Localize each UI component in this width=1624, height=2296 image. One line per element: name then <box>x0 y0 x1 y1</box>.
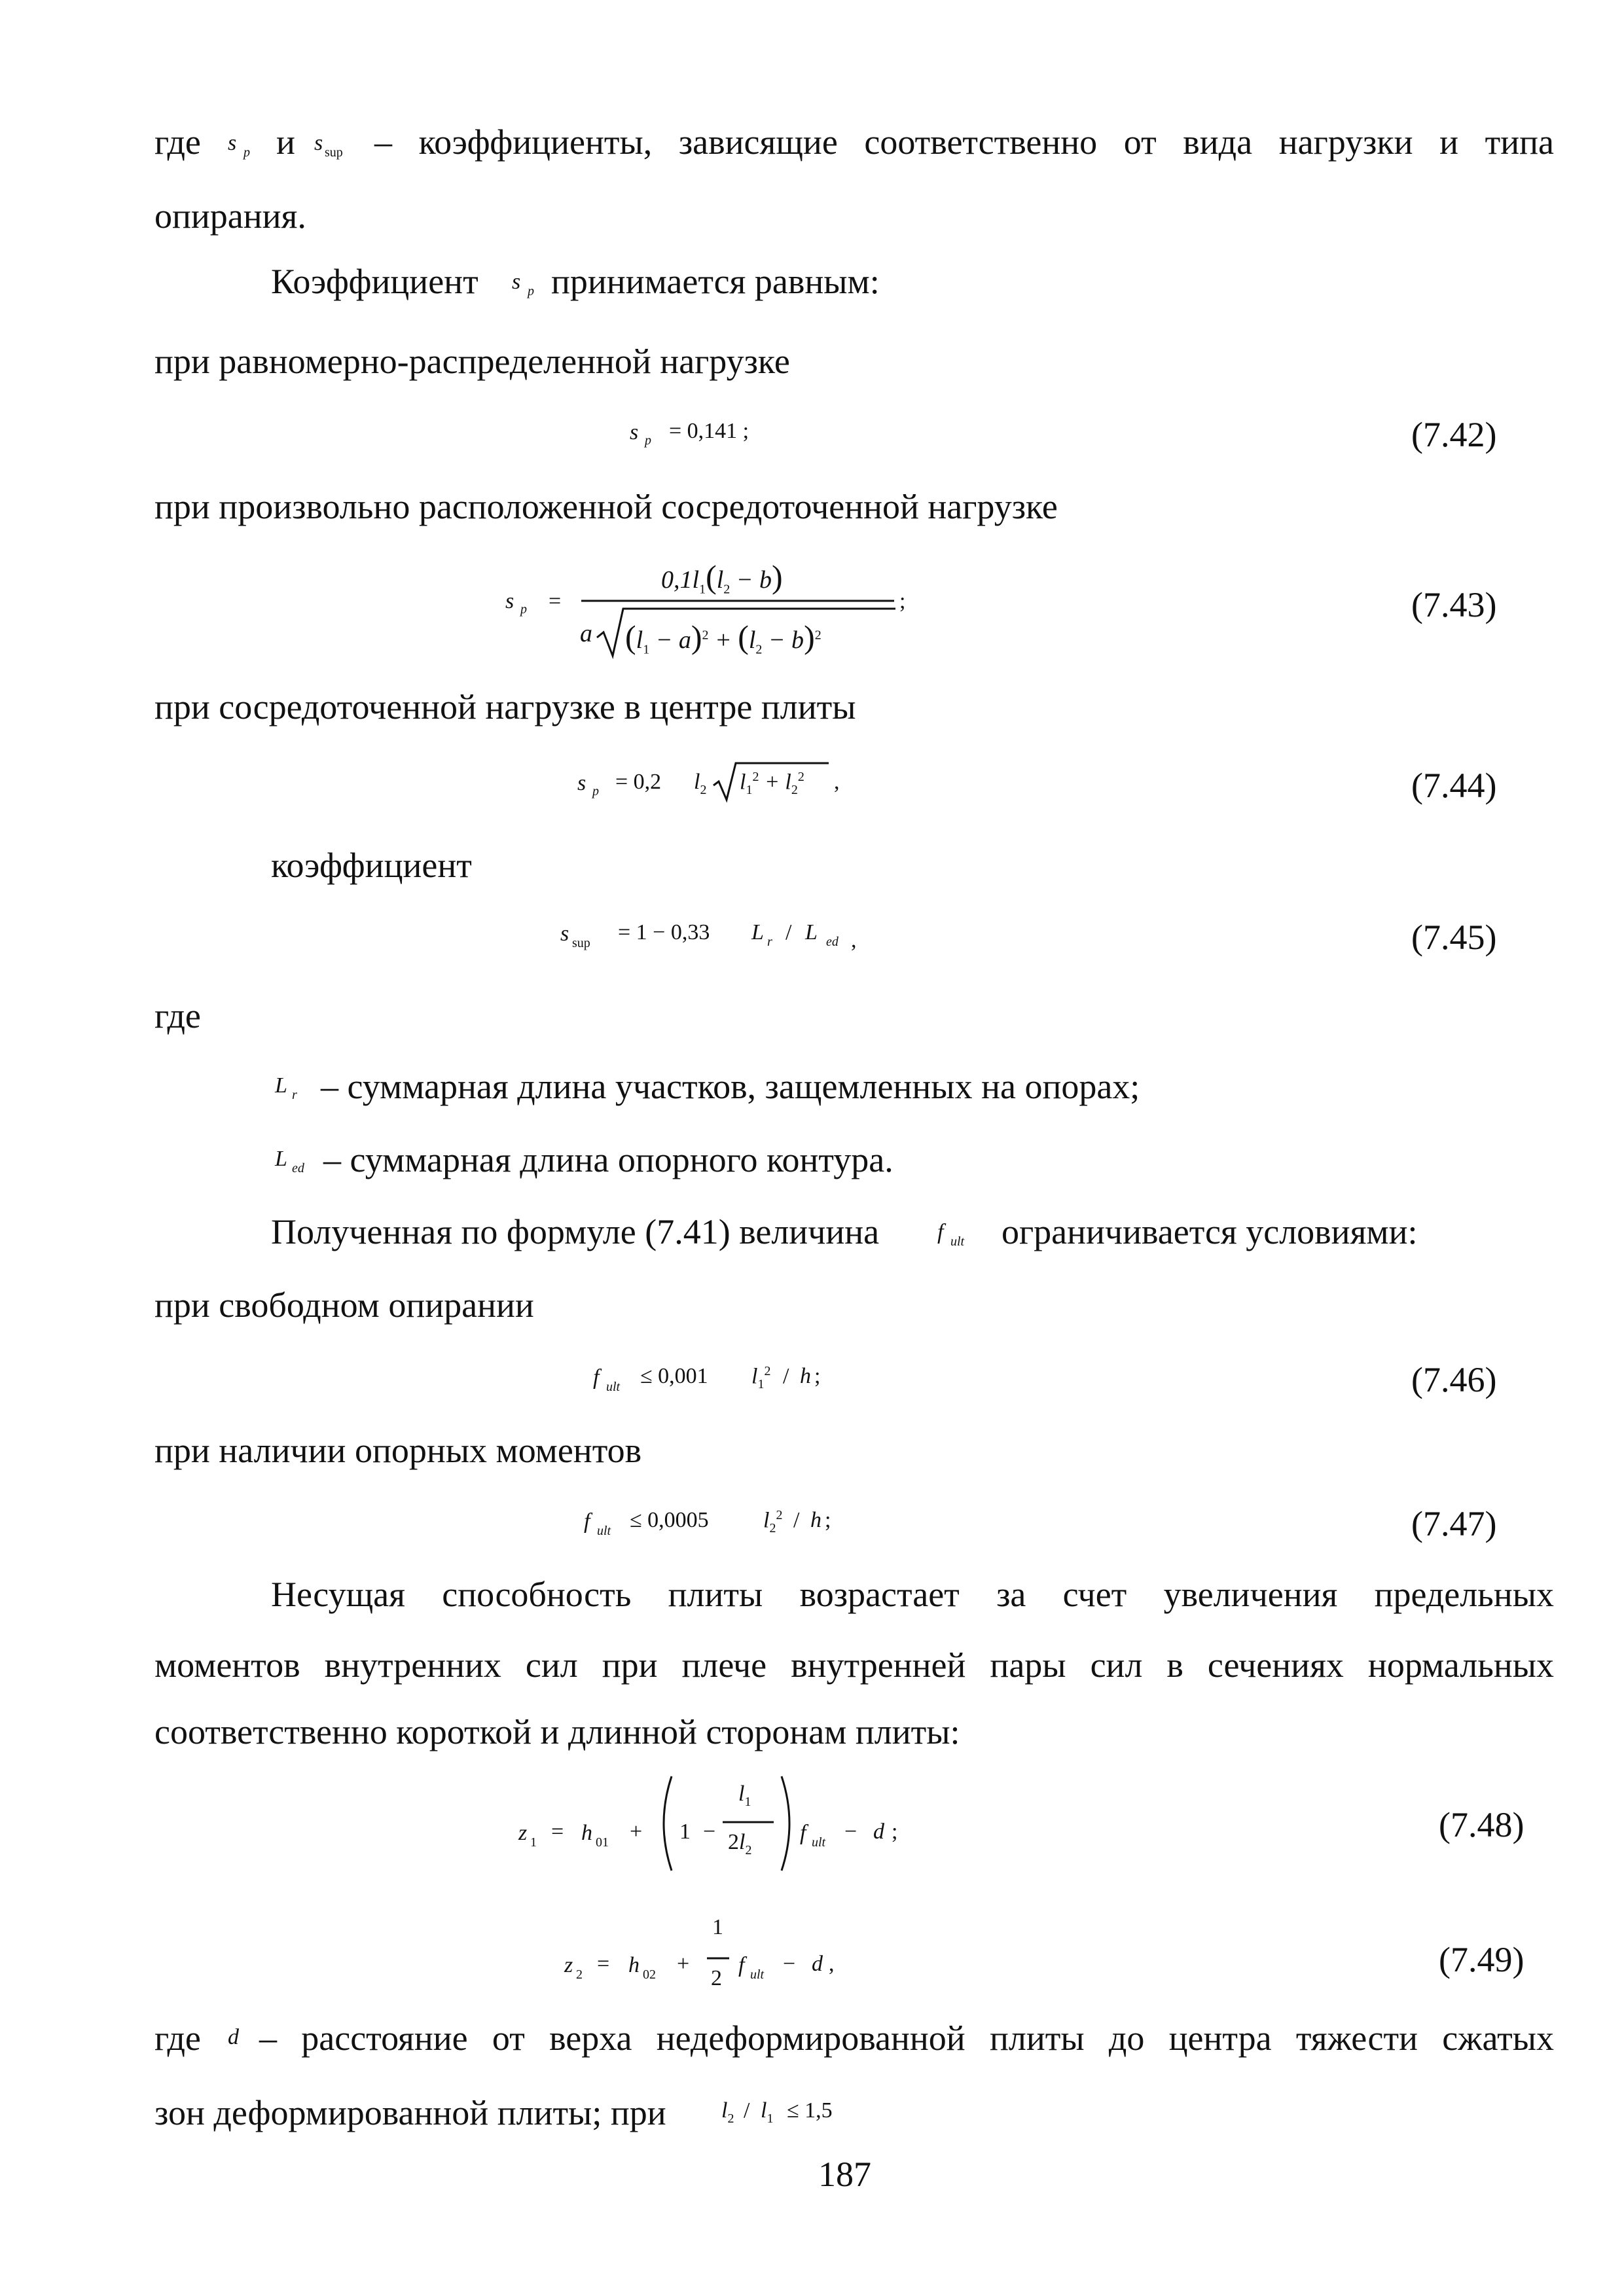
symbol-h: h <box>628 1953 640 1977</box>
comma: , <box>829 1952 835 1976</box>
subscript-ult: ult <box>606 1380 621 1394</box>
equation-number: (7.43) <box>1411 585 1497 624</box>
paragraph-line: где <box>154 2018 201 2058</box>
semicolon: ; <box>825 1508 831 1532</box>
equation-number: (7.46) <box>1411 1360 1497 1399</box>
symbol-l2: $l_2$ <box>694 770 707 797</box>
equation-number: (7.49) <box>1439 1940 1525 1979</box>
paragraph-line: зон деформированной плиты; при <box>154 2093 666 2132</box>
equation-number: (7.45) <box>1411 918 1497 957</box>
symbol-f: f <box>800 1821 806 1845</box>
paragraph-line: при сосредоточенной нагрузке в центре плиты <box>154 687 856 726</box>
paragraph-line: Полученная по формуле (7.41) величина <box>271 1212 880 1251</box>
fraction-bar <box>723 1821 775 1823</box>
equation-number: (7.48) <box>1439 1805 1525 1844</box>
paragraph-line: моментов внутренних сил при плече внутренней пары сил в сечениях нормальных <box>154 1645 1554 1685</box>
symbol-s: s <box>314 131 323 155</box>
symbol-l2-squared: $l_2^2$ <box>763 1508 783 1536</box>
paragraph-line: при равномерно-распределенной нагрузке <box>154 342 790 381</box>
condition-rhs: ≤ 1,5 <box>787 2098 833 2123</box>
semicolon: ; <box>892 1820 898 1844</box>
symbol-h: h <box>800 1364 811 1388</box>
paragraph-line: коэффициент <box>271 846 472 885</box>
subscript-1: 1 <box>530 1835 537 1850</box>
equation-rhs: = 0,2 <box>615 770 662 794</box>
symbol-l1: $l_1$ <box>761 2098 774 2126</box>
fraction-bar <box>707 1957 731 1960</box>
symbol-d: d <box>228 2025 239 2049</box>
symbol-f: f <box>593 1365 600 1390</box>
page-number: 187 <box>818 2155 871 2194</box>
paragraph-line: при свободном опирании <box>154 1285 534 1325</box>
equation-rhs: ≤ 0,0005 <box>630 1508 709 1532</box>
subscript-ult: ult <box>750 1967 765 1982</box>
symbol-l1-squared: $l_1^2$ <box>751 1364 771 1392</box>
equation-number: (7.47) <box>1411 1504 1497 1543</box>
subscript-sup: sup <box>572 936 590 950</box>
symbol-f: f <box>937 1220 944 1244</box>
equation-rhs: = 1 − 0,33 <box>618 920 710 944</box>
minus-sign: − <box>844 1820 857 1844</box>
paragraph-line: принимается равным: <box>551 262 880 301</box>
left-paren <box>655 1775 674 1873</box>
semicolon: ; <box>814 1364 821 1388</box>
subscript-sup: sup <box>325 145 343 160</box>
symbol-f: f <box>584 1509 590 1534</box>
text-where: где <box>154 122 201 162</box>
symbol-d: d <box>812 1952 823 1976</box>
subscript-p: p <box>244 145 250 160</box>
fraction-denominator: $2l_2$ <box>728 1830 752 1857</box>
equation-rhs: ≤ 0,001 <box>640 1364 708 1388</box>
subscript-ult: ult <box>812 1835 826 1850</box>
equals-sign: = <box>551 1820 564 1844</box>
fraction-numerator: 1 <box>712 1915 723 1939</box>
paragraph-line: опирания. <box>154 196 306 236</box>
subscript-ult: ult <box>950 1234 965 1249</box>
fraction-bar <box>581 600 895 602</box>
comma: , <box>834 770 840 794</box>
paragraph-line: при произвольно расположенной сосредоточенной нагрузке <box>154 487 1058 526</box>
equals-sign: = <box>549 589 562 613</box>
paragraph-line: при наличии опорных моментов <box>154 1431 642 1470</box>
symbol-L: L <box>275 1073 287 1098</box>
subscript-p: p <box>528 284 534 298</box>
semicolon: ; <box>899 589 906 613</box>
subscript-r: r <box>767 935 772 949</box>
paragraph-line: – коэффициенты, зависящие соответственно от вида нагрузки и типа <box>374 122 1554 162</box>
symbol-L: L <box>275 1147 287 1171</box>
symbol-s: s <box>228 131 237 155</box>
slash: / <box>785 920 792 944</box>
subscript-ult: ult <box>597 1524 611 1538</box>
symbol-h: h <box>581 1821 592 1845</box>
definition-line: – суммарная длина участков, защемленных на опорах; <box>321 1067 1140 1106</box>
fraction-denominator-a: a <box>580 620 592 647</box>
symbol-h: h <box>810 1508 821 1532</box>
symbol-s: s <box>630 420 639 444</box>
subscript-p: p <box>645 433 651 448</box>
symbol-L: L <box>751 920 764 944</box>
symbol-s: s <box>512 270 521 294</box>
equation-number: (7.44) <box>1411 766 1497 805</box>
plus-sign: + <box>677 1952 690 1976</box>
subscript-p: p <box>520 602 527 617</box>
symbol-z: z <box>518 1821 528 1845</box>
subscript-ed: ed <box>826 935 839 949</box>
equation-rhs: = 0,141 ; <box>669 419 749 443</box>
subscript-ed: ed <box>292 1161 304 1175</box>
slash: / <box>793 1508 800 1532</box>
slash: / <box>783 1364 789 1388</box>
equation-number: (7.42) <box>1411 415 1497 454</box>
symbol-z: z <box>564 1953 573 1977</box>
definition-line: – суммарная длина опорного контура. <box>323 1140 893 1179</box>
fraction-denominator: $(l_1 - a)^2 + (l_2 - b)^2$ <box>625 619 821 657</box>
symbol-s: s <box>577 771 586 795</box>
fraction-numerator: $0,1l_1(l_2 - b)$ <box>661 558 783 597</box>
paragraph-line: – расстояние от верха недеформированной плиты до центра тяжести сжатых <box>259 2018 1554 2058</box>
paragraph-line: Несущая способность плиты возрастает за счет увеличения предельных <box>271 1575 1554 1614</box>
text-and: и <box>276 122 295 162</box>
symbol-l2: $l_2$ <box>721 2098 734 2126</box>
equals-sign: = <box>597 1952 610 1976</box>
minus-sign: − <box>703 1820 716 1844</box>
digit-one: 1 <box>679 1820 691 1844</box>
subscript-02: 02 <box>643 1967 656 1982</box>
symbol-L: L <box>805 920 818 944</box>
subscript-01: 01 <box>596 1835 609 1850</box>
paragraph-line: где <box>154 996 201 1035</box>
sqrt-content: $l_1^2 + l_2^2$ <box>740 770 804 798</box>
minus-sign: − <box>783 1952 796 1976</box>
right-paren <box>779 1775 799 1873</box>
subscript-2: 2 <box>576 1967 583 1982</box>
paragraph-line: Коэффициент <box>271 262 478 301</box>
symbol-s: s <box>505 589 514 613</box>
symbol-s: s <box>560 922 569 946</box>
fraction-denominator: 2 <box>711 1966 722 1990</box>
comma: , <box>851 928 857 952</box>
plus-sign: + <box>630 1820 643 1844</box>
paragraph-line: соответственно короткой и длинной сторонам плиты: <box>154 1712 960 1751</box>
symbol-d: d <box>873 1820 884 1844</box>
subscript-p: p <box>592 784 599 798</box>
subscript-r: r <box>292 1088 297 1102</box>
fraction-numerator: $l_1$ <box>738 1782 751 1809</box>
paragraph-line: ограничивается условиями: <box>1001 1212 1418 1251</box>
slash: / <box>744 2098 750 2123</box>
symbol-f: f <box>738 1953 745 1977</box>
